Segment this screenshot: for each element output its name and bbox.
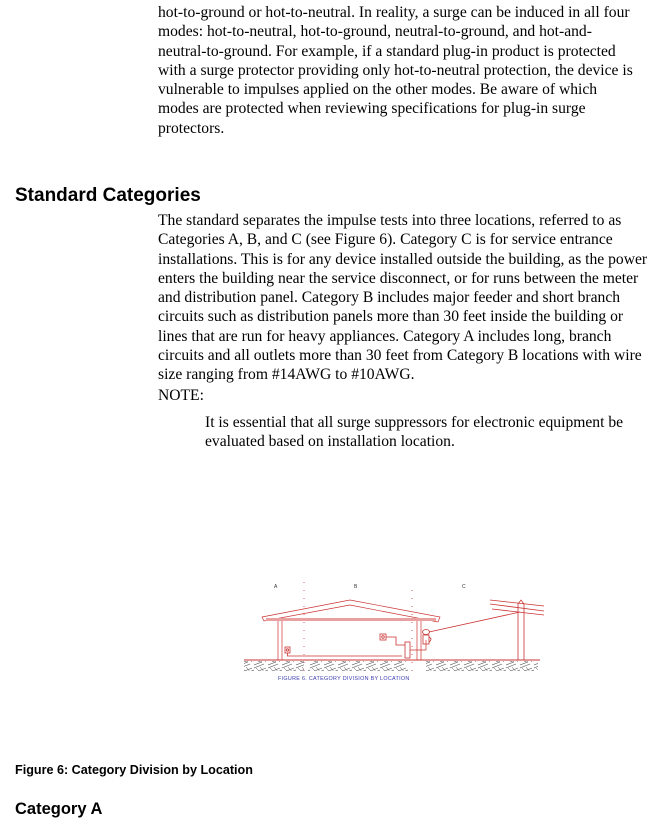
outlet-category-a: [285, 647, 402, 656]
category-division-diagram: [240, 578, 560, 688]
note-label: NOTE:: [158, 387, 204, 404]
service-drop: [429, 612, 520, 632]
zone-label-a: A: [274, 584, 278, 590]
building-roof: [262, 600, 440, 622]
distribution-panel: [405, 642, 410, 658]
outlet-category-b: [380, 634, 405, 645]
zone-label-b: B: [354, 584, 358, 590]
ground-hatch-3: [426, 661, 538, 671]
zone-label-c: C: [462, 584, 466, 590]
ground-hatch-1: [244, 661, 304, 671]
intro-paragraph: hot-to-ground or hot-to-neutral. In reality, a surge can be induced in all four modes: hot-to-neutral, hot-to-ground, neutral-to-ground, and hot-and-neutral-to-ground. For example, if a standard plug-in product is protected with a surge protector providing only hot-to-neutral protection, the device is vulnerable to impulses applied on the other modes. Be aware of which modes are protected when reviewing specifications for plug-in surge protectors.: [158, 4, 633, 137]
figure-category-division: [240, 578, 560, 688]
figure-caption: Figure 6: Category Division by Location: [15, 763, 253, 777]
ground-hatch-2: [308, 661, 408, 671]
section-heading: Standard Categories: [15, 185, 201, 206]
building-walls: [278, 621, 421, 660]
note-text: It is essential that all surge suppressors for electronic equipment be evaluated based on installation location.: [205, 414, 624, 451]
figure-inner-caption: FIGURE 6. CATEGORY DIVISION BY LOCATION: [278, 676, 410, 682]
utility-pole: [490, 600, 544, 660]
next-section-heading: Category A: [15, 800, 103, 818]
section-body-paragraph: The standard separates the impulse tests into three locations, referred to as Categories A, B, and C (see Figure 6). Category C is for service entrance installations. This is for any device installed outside the building, as the power enters the building near the service disconnect, or for runs between the meter and distribution panel. Category B includes major feeder and short branch circuits such as distribution panels more than 30 feet inside the building or lines that are run for heavy appliances. Category A includes long, branch circuits and all outlets more than 30 feet from Category B locations with wire size ranging from #14AWG to #10AWG.: [158, 212, 648, 384]
